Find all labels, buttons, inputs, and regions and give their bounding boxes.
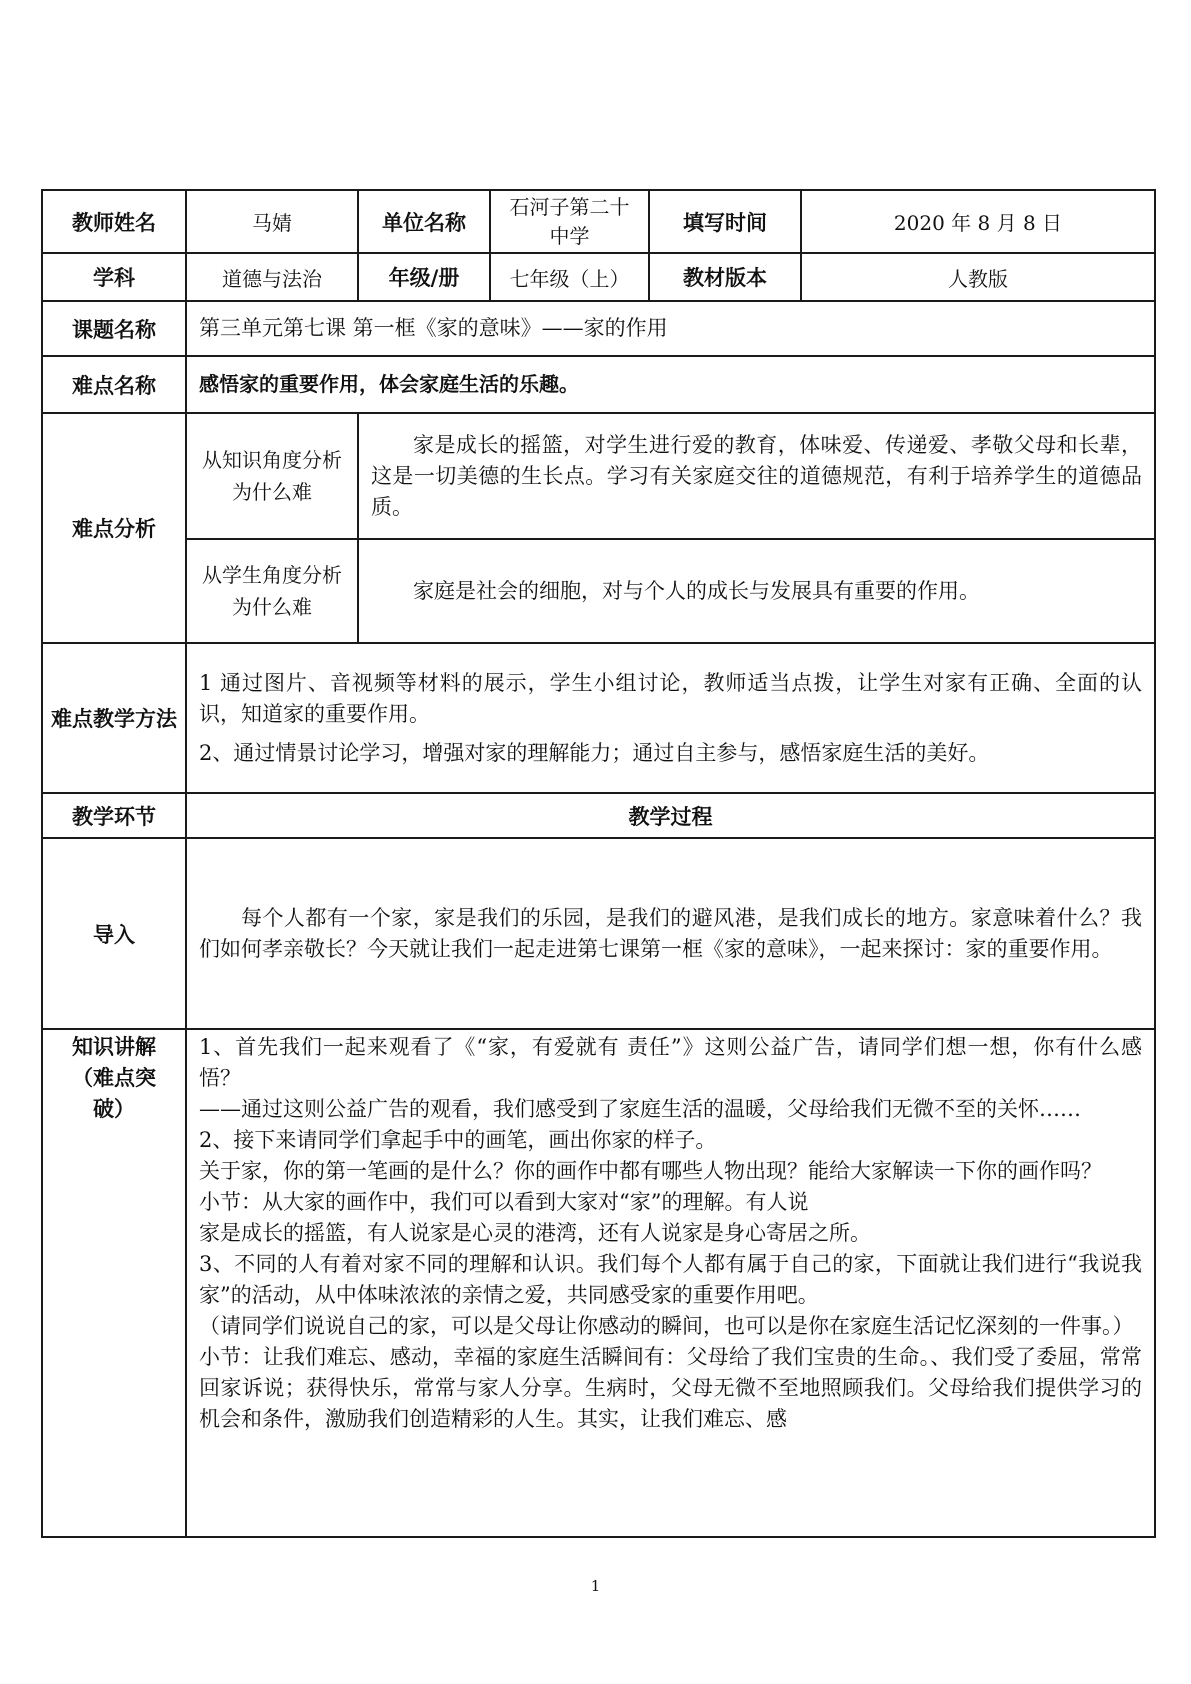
method-item-2: 2、通过情景讨论学习，增强对家的理解能力；通过自主参与，感悟家庭生活的美好。	[199, 740, 990, 765]
method-content	[186, 643, 1155, 793]
knowledge-paragraph-9: 小节：让我们难忘、感动，幸福的家庭生活瞬间有：父母给了我们宝贵的生命。、我们受了委屈，常常回家诉说；获得快乐，常常与家人分享。生病时，父母无微不至地照顾我们。父母给我们提供学习的机会和条件，激励我们创造精彩的人生。其实，让我们难忘、感	[199, 1345, 1142, 1431]
stage-header-label: 教学环节	[42, 793, 186, 838]
intro-text: 每个人都有一个家，家是我们的乐园，是我们的避风港，是我们成长的地方。家意味着什么？我们如何孝亲敬长？今天就让我们一起走进第七课第一框《家的意味》，一起来探讨：家的重要作用。	[186, 838, 1155, 1029]
knowledge-paragraph-1: 1、首先我们一起来观看了《“家，有爱就有 责任”》这则公益广告，请同学们想一想，你有什么感悟？	[199, 1035, 1142, 1090]
row-header-1	[42, 190, 1155, 253]
knowledge-content	[186, 1029, 1155, 1537]
fill-date-value: 2020 年 8 月 8 日	[801, 190, 1155, 253]
topic-value: 第三单元第七课 第一框《家的意味》——家的作用	[186, 301, 1155, 356]
grade-label: 年级/册	[358, 253, 490, 301]
unit-name-value: 石河子第二十中学	[490, 190, 649, 253]
edition-value: 人教版	[801, 253, 1155, 301]
method-label: 难点教学方法	[42, 643, 186, 793]
row-knowledge	[42, 1029, 1155, 1537]
row-process-header	[42, 793, 1155, 838]
topic-label: 课题名称	[42, 301, 186, 356]
subject-label: 学科	[42, 253, 186, 301]
row-topic	[42, 301, 1155, 356]
analysis-label: 难点分析	[42, 413, 186, 643]
student-angle-text: 家庭是社会的细胞，对与个人的成长与发展具有重要的作用。	[358, 539, 1155, 643]
knowledge-label-line-1: 知识讲解	[72, 1035, 156, 1059]
knowledge-paragraph-6: 家是成长的摇篮，有人说家是心灵的港湾，还有人说家是身心寄居之所。	[199, 1221, 871, 1245]
row-analysis-knowledge	[42, 413, 1155, 539]
knowledge-angle-text: 家是成长的摇篮，对学生进行爱的教育，体味爱、传递爱、孝敬父母和长辈，这是一切美德的生长点。学习有关家庭交往的道德规范，有利于培养学生的道德品质。	[358, 413, 1155, 539]
difficulty-label: 难点名称	[42, 356, 186, 413]
unit-name-label: 单位名称	[358, 190, 490, 253]
grade-value: 七年级（上）	[490, 253, 649, 301]
subject-value: 道德与法治	[186, 253, 358, 301]
student-angle-label: 从学生角度分析为什么难	[186, 539, 358, 643]
intro-label: 导入	[42, 838, 186, 1029]
row-method	[42, 643, 1155, 793]
lesson-plan-table	[41, 189, 1156, 1538]
knowledge-paragraph-5: 小节：从大家的画作中，我们可以看到大家对“家”的理解。有人说	[199, 1190, 809, 1214]
knowledge-paragraph-4: 关于家，你的第一笔画的是什么？你的画作中都有哪些人物出现？能给大家解读一下你的画作吗？	[199, 1159, 1102, 1183]
knowledge-label-line-2: （难点突	[72, 1066, 156, 1090]
difficulty-value: 感悟家的重要作用，体会家庭生活的乐趣。	[186, 356, 1155, 413]
fill-date-label: 填写时间	[649, 190, 801, 253]
process-header-label: 教学过程	[186, 793, 1155, 838]
knowledge-paragraph-8: （请同学们说说自己的家，可以是父母让你感动的瞬间，也可以是你在家庭生活记忆深刻的一件事。）	[199, 1314, 1134, 1338]
row-header-2	[42, 253, 1155, 301]
page-number: 1	[590, 1577, 601, 1595]
row-analysis-student	[42, 539, 1155, 643]
row-intro	[42, 838, 1155, 1029]
edition-label: 教材版本	[649, 253, 801, 301]
method-item-1: 1 通过图片、音视频等材料的展示，学生小组讨论，教师适当点拨，让学生对家有正确、全面的认识，知道家的重要作用。	[199, 670, 1142, 726]
knowledge-label	[42, 1029, 186, 1537]
knowledge-text-clip	[199, 1032, 1142, 1528]
knowledge-angle-label: 从知识角度分析为什么难	[186, 413, 358, 539]
teacher-name-value: 马婧	[186, 190, 358, 253]
knowledge-label-line-3: 破）	[93, 1097, 135, 1121]
row-difficulty	[42, 356, 1155, 413]
knowledge-paragraph-3: 2、接下来请同学们拿起手中的画笔，画出你家的样子。	[199, 1128, 717, 1152]
knowledge-paragraph-7: 3、不同的人有着对家不同的理解和认识。我们每个人都有属于自己的家，下面就让我们进行“我说我家”的活动，从中体味浓浓的亲情之爱，共同感受家的重要作用吧。	[199, 1252, 1142, 1307]
knowledge-paragraph-2: ——通过这则公益广告的观看，我们感受到了家庭生活的温暖，父母给我们无微不至的关怀……	[199, 1097, 1081, 1121]
teacher-name-label: 教师姓名	[42, 190, 186, 253]
